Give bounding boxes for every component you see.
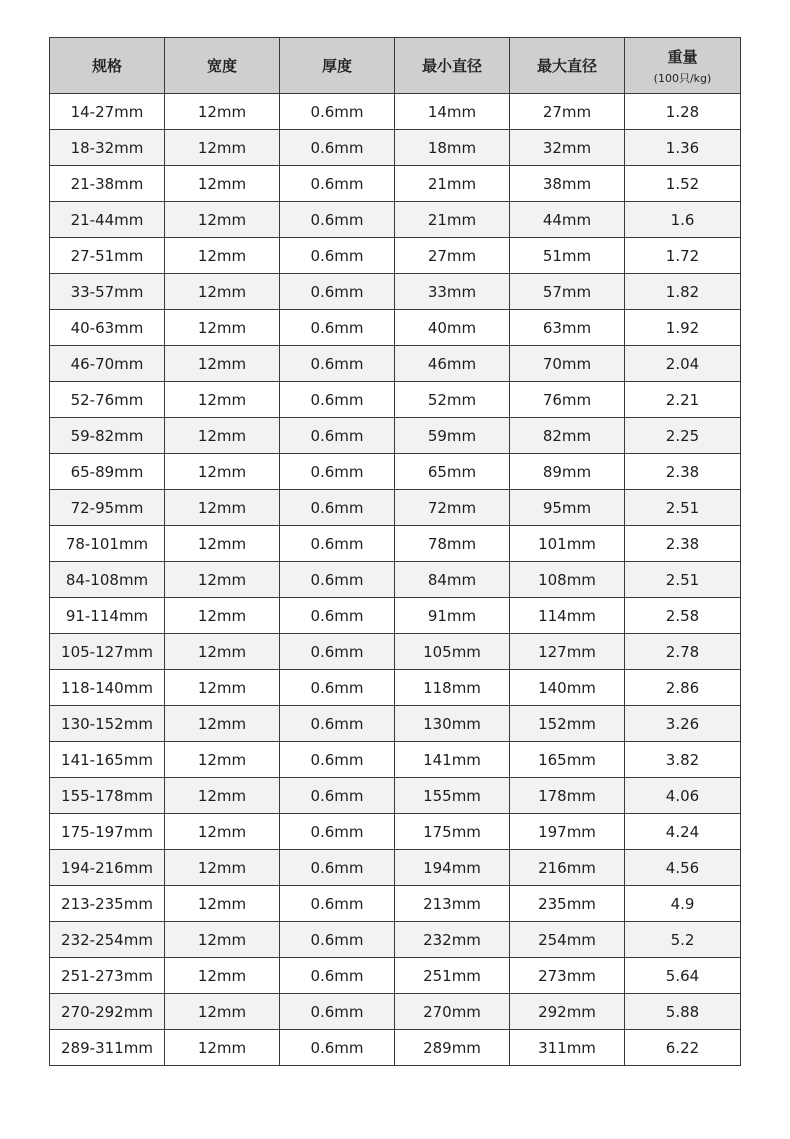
cell-min-diameter: 33mm [395,274,510,310]
table-row [50,850,741,886]
cell-min-diameter: 21mm [395,166,510,202]
cell-thickness: 0.6mm [280,346,395,382]
table-row [50,418,741,454]
cell-weight: 2.58 [625,598,741,634]
table-row [50,166,741,202]
cell-thickness: 0.6mm [280,778,395,814]
cell-max-diameter: 57mm [510,274,625,310]
header-spec [50,38,165,94]
table-row [50,922,741,958]
cell-max-diameter: 27mm [510,94,625,130]
table-row [50,94,741,130]
cell-weight: 4.24 [625,814,741,850]
table-row [50,994,741,1030]
header-max-diameter [510,38,625,94]
header-max-diameter-label: 最大直径 [536,57,597,75]
cell-width: 12mm [165,418,280,454]
cell-max-diameter: 89mm [510,454,625,490]
cell-width: 12mm [165,130,280,166]
cell-weight: 1.52 [625,166,741,202]
spec-table [49,37,741,1066]
cell-spec: 21-38mm [50,166,165,202]
cell-weight: 2.38 [625,454,741,490]
table-row [50,130,741,166]
cell-spec: 118-140mm [50,670,165,706]
cell-thickness: 0.6mm [280,526,395,562]
cell-spec: 91-114mm [50,598,165,634]
cell-max-diameter: 178mm [510,778,625,814]
header-weight-unit: (100只/kg) [653,71,712,85]
header-min-diameter-label: 最小直径 [421,57,482,75]
table-row [50,778,741,814]
cell-max-diameter: 216mm [510,850,625,886]
header-thickness [280,38,395,94]
cell-max-diameter: 32mm [510,130,625,166]
cell-min-diameter: 59mm [395,418,510,454]
cell-min-diameter: 78mm [395,526,510,562]
table-row [50,670,741,706]
cell-thickness: 0.6mm [280,670,395,706]
table-row [50,706,741,742]
cell-weight: 2.51 [625,562,741,598]
cell-spec: 251-273mm [50,958,165,994]
cell-weight: 2.51 [625,490,741,526]
cell-max-diameter: 63mm [510,310,625,346]
cell-weight: 5.2 [625,922,741,958]
cell-max-diameter: 82mm [510,418,625,454]
cell-weight: 3.82 [625,742,741,778]
cell-min-diameter: 46mm [395,346,510,382]
cell-width: 12mm [165,382,280,418]
cell-max-diameter: 127mm [510,634,625,670]
cell-thickness: 0.6mm [280,814,395,850]
cell-spec: 78-101mm [50,526,165,562]
cell-spec: 21-44mm [50,202,165,238]
cell-max-diameter: 108mm [510,562,625,598]
cell-spec: 105-127mm [50,634,165,670]
cell-min-diameter: 91mm [395,598,510,634]
cell-thickness: 0.6mm [280,886,395,922]
cell-weight: 2.21 [625,382,741,418]
table-row [50,202,741,238]
cell-weight: 4.06 [625,778,741,814]
cell-weight: 1.72 [625,238,741,274]
table-row [50,814,741,850]
cell-spec: 141-165mm [50,742,165,778]
cell-width: 12mm [165,958,280,994]
cell-spec: 52-76mm [50,382,165,418]
cell-weight: 5.64 [625,958,741,994]
cell-thickness: 0.6mm [280,850,395,886]
cell-width: 12mm [165,238,280,274]
header-thickness-label: 厚度 [321,57,352,75]
cell-width: 12mm [165,922,280,958]
cell-weight: 2.86 [625,670,741,706]
cell-max-diameter: 273mm [510,958,625,994]
cell-spec: 130-152mm [50,706,165,742]
cell-weight: 4.9 [625,886,741,922]
cell-min-diameter: 213mm [395,886,510,922]
cell-max-diameter: 235mm [510,886,625,922]
cell-min-diameter: 175mm [395,814,510,850]
header-spec-label: 规格 [91,57,122,75]
cell-width: 12mm [165,166,280,202]
cell-thickness: 0.6mm [280,562,395,598]
cell-min-diameter: 72mm [395,490,510,526]
header-row [50,38,741,94]
table-row [50,958,741,994]
cell-thickness: 0.6mm [280,130,395,166]
cell-width: 12mm [165,634,280,670]
table-row [50,310,741,346]
cell-thickness: 0.6mm [280,922,395,958]
cell-weight: 3.26 [625,706,741,742]
cell-spec: 289-311mm [50,1030,165,1066]
cell-width: 12mm [165,598,280,634]
cell-max-diameter: 292mm [510,994,625,1030]
cell-spec: 270-292mm [50,994,165,1030]
cell-min-diameter: 52mm [395,382,510,418]
cell-max-diameter: 152mm [510,706,625,742]
cell-min-diameter: 14mm [395,94,510,130]
table-row [50,1030,741,1066]
table-row [50,562,741,598]
header-width-label: 宽度 [206,57,237,75]
cell-min-diameter: 270mm [395,994,510,1030]
cell-width: 12mm [165,202,280,238]
cell-max-diameter: 140mm [510,670,625,706]
cell-width: 12mm [165,274,280,310]
cell-min-diameter: 18mm [395,130,510,166]
table-row [50,598,741,634]
cell-min-diameter: 27mm [395,238,510,274]
cell-weight: 2.38 [625,526,741,562]
cell-thickness: 0.6mm [280,994,395,1030]
cell-width: 12mm [165,742,280,778]
cell-spec: 18-32mm [50,130,165,166]
header-width [165,38,280,94]
header-min-diameter [395,38,510,94]
cell-min-diameter: 105mm [395,634,510,670]
cell-min-diameter: 40mm [395,310,510,346]
cell-spec: 84-108mm [50,562,165,598]
cell-weight: 4.56 [625,850,741,886]
table-row [50,346,741,382]
cell-thickness: 0.6mm [280,238,395,274]
cell-width: 12mm [165,994,280,1030]
cell-spec: 14-27mm [50,94,165,130]
table-row [50,526,741,562]
cell-spec: 175-197mm [50,814,165,850]
table-row [50,382,741,418]
table-row [50,490,741,526]
cell-min-diameter: 251mm [395,958,510,994]
cell-width: 12mm [165,346,280,382]
cell-spec: 27-51mm [50,238,165,274]
cell-weight: 1.36 [625,130,741,166]
cell-max-diameter: 95mm [510,490,625,526]
cell-max-diameter: 197mm [510,814,625,850]
cell-spec: 33-57mm [50,274,165,310]
cell-thickness: 0.6mm [280,94,395,130]
cell-thickness: 0.6mm [280,310,395,346]
cell-max-diameter: 311mm [510,1030,625,1066]
cell-thickness: 0.6mm [280,454,395,490]
table-row [50,886,741,922]
header-weight-label: 重量 [667,47,698,66]
cell-width: 12mm [165,454,280,490]
cell-width: 12mm [165,490,280,526]
cell-max-diameter: 44mm [510,202,625,238]
cell-weight: 1.28 [625,94,741,130]
cell-min-diameter: 118mm [395,670,510,706]
cell-thickness: 0.6mm [280,706,395,742]
cell-thickness: 0.6mm [280,490,395,526]
cell-min-diameter: 21mm [395,202,510,238]
cell-thickness: 0.6mm [280,958,395,994]
table-row [50,742,741,778]
cell-min-diameter: 155mm [395,778,510,814]
cell-max-diameter: 114mm [510,598,625,634]
cell-min-diameter: 141mm [395,742,510,778]
cell-weight: 1.6 [625,202,741,238]
cell-max-diameter: 76mm [510,382,625,418]
table-body [50,94,741,1066]
cell-width: 12mm [165,94,280,130]
cell-max-diameter: 101mm [510,526,625,562]
cell-spec: 65-89mm [50,454,165,490]
cell-spec: 72-95mm [50,490,165,526]
cell-spec: 59-82mm [50,418,165,454]
cell-weight: 5.88 [625,994,741,1030]
cell-width: 12mm [165,562,280,598]
cell-weight: 2.78 [625,634,741,670]
cell-thickness: 0.6mm [280,166,395,202]
cell-width: 12mm [165,526,280,562]
cell-weight: 6.22 [625,1030,741,1066]
cell-thickness: 0.6mm [280,634,395,670]
cell-spec: 232-254mm [50,922,165,958]
cell-min-diameter: 130mm [395,706,510,742]
cell-spec: 46-70mm [50,346,165,382]
cell-width: 12mm [165,814,280,850]
cell-width: 12mm [165,850,280,886]
cell-spec: 213-235mm [50,886,165,922]
table-row [50,454,741,490]
cell-min-diameter: 84mm [395,562,510,598]
cell-min-diameter: 232mm [395,922,510,958]
cell-thickness: 0.6mm [280,742,395,778]
table-header [50,38,741,94]
cell-weight: 1.82 [625,274,741,310]
cell-thickness: 0.6mm [280,274,395,310]
cell-thickness: 0.6mm [280,418,395,454]
cell-max-diameter: 165mm [510,742,625,778]
cell-weight: 1.92 [625,310,741,346]
cell-max-diameter: 254mm [510,922,625,958]
cell-width: 12mm [165,706,280,742]
cell-thickness: 0.6mm [280,382,395,418]
cell-width: 12mm [165,670,280,706]
cell-max-diameter: 38mm [510,166,625,202]
header-weight [625,38,741,94]
table-row [50,634,741,670]
cell-min-diameter: 65mm [395,454,510,490]
table-row [50,238,741,274]
cell-width: 12mm [165,310,280,346]
cell-weight: 2.25 [625,418,741,454]
cell-width: 12mm [165,1030,280,1066]
table-row [50,274,741,310]
cell-spec: 40-63mm [50,310,165,346]
cell-thickness: 0.6mm [280,1030,395,1066]
cell-min-diameter: 289mm [395,1030,510,1066]
cell-thickness: 0.6mm [280,598,395,634]
cell-max-diameter: 51mm [510,238,625,274]
cell-min-diameter: 194mm [395,850,510,886]
cell-weight: 2.04 [625,346,741,382]
cell-spec: 194-216mm [50,850,165,886]
cell-thickness: 0.6mm [280,202,395,238]
cell-width: 12mm [165,778,280,814]
cell-spec: 155-178mm [50,778,165,814]
cell-width: 12mm [165,886,280,922]
cell-max-diameter: 70mm [510,346,625,382]
